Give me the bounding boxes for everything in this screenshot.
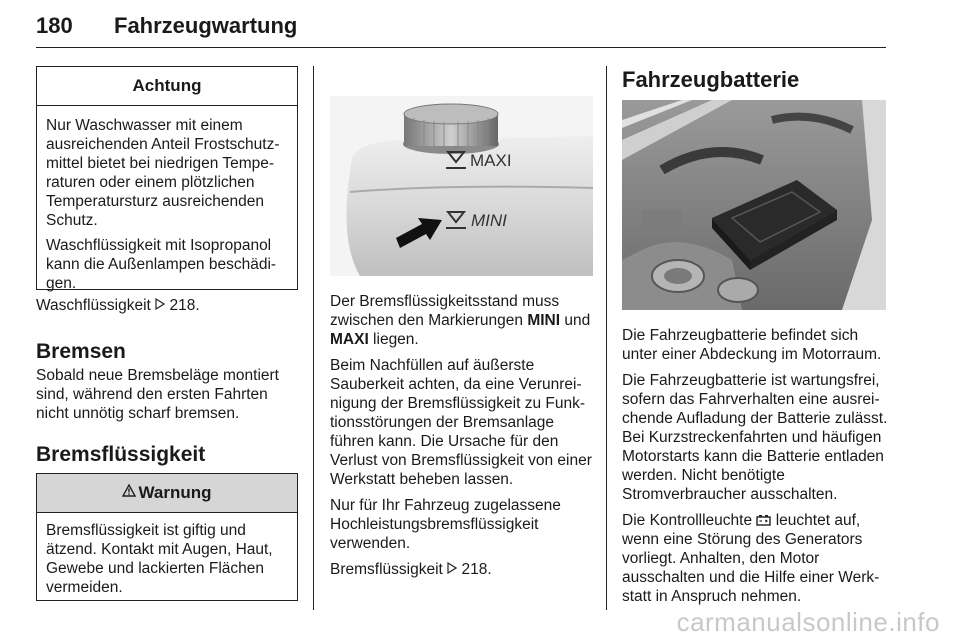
section-heading-bremsen: Bremsen — [36, 340, 126, 363]
mini-label: MINI — [471, 211, 507, 230]
washer-fluid-reference — [36, 296, 301, 315]
brake-fluid-reference: Bremsflüssigkeit 218. — [330, 561, 492, 578]
caution-text-1: Nur Waschwasser mit einem ausreichenden Anteil Frostschutzmittel bietet bei niedrigen Temperaturen oder einem plötzlichen Temperatursturz ausreichenden Schutz. — [46, 117, 280, 229]
header-rule — [36, 47, 886, 48]
warning-text: Bremsflüssigkeit ist giftig und ätzend. Kontakt mit Augen, Haut, Gewebe und lackierten Flächen vermeiden. — [46, 522, 273, 596]
section-heading-fahrzeugbatterie: Fahrzeugbatterie — [622, 67, 800, 92]
column-divider-1 — [313, 66, 314, 610]
battery-text — [622, 326, 888, 613]
brake-fluid-reservoir-figure — [330, 96, 593, 276]
maxi-label: MAXI — [470, 151, 512, 170]
caution-box — [36, 66, 298, 290]
page-title: Fahrzeugwartung — [114, 13, 298, 38]
brake-fluid-level-paragraph: Der Bremsflüssigkeitsstand muss zwischen den Markierungen MINI und MAXI liegen. — [330, 293, 591, 348]
warning-light-paragraph: Die Kontrollleuchte leuchtet auf, wenn eine Störung des Generators vorliegt. Anhalten, den Motor ausschalten und die Hilfe einer Werkstatt in Anspruch nehmen. — [622, 512, 880, 605]
watermark: carmanualsonline.info — [676, 607, 940, 637]
caution-text-2: Waschflüssigkeit mit Isopropanol kann die Außenlampen beschädigen. — [46, 237, 277, 292]
bremsen-text: Sobald neue Bremsbeläge montiert sind, während den ersten Fahrten nicht unnötig scharf bremsen. — [36, 367, 279, 422]
reference-text: Waschflüssigkeit — [36, 297, 151, 314]
approved-fluid-paragraph: Nur für Ihr Fahrzeug zugelassene Hochleistungsbremsflüssigkeit verwenden. — [330, 497, 561, 552]
caution-heading: Achtung — [37, 67, 297, 106]
battery-location-paragraph: Die Fahrzeugbatterie befindet sich unter einer Abdeckung im Motorraum. — [622, 327, 882, 363]
page-reference-arrow-icon — [155, 296, 165, 315]
brake-fluid-text — [330, 292, 594, 586]
warning-header — [37, 474, 297, 513]
page-reference-arrow-icon — [447, 560, 457, 579]
reference-page-link[interactable]: 218. — [461, 561, 492, 578]
warning-box — [36, 473, 298, 601]
battery-warning-light-icon — [756, 512, 771, 529]
refill-paragraph: Beim Nachfüllen auf äußerste Sauberkeit achten, da eine Verunreinigung der Bremsflüssigkeit zu Funktionsstörungen der Bremsanlage führen kann. Die Ursache für den Verlust von Bremsflüssigkeit von einer Werkstatt beheben lassen. — [330, 357, 592, 488]
section-heading-bremsfluessigkeit: Bremsflüssigkeit — [36, 443, 206, 466]
warning-heading: Warnung — [138, 483, 212, 502]
warning-icon — [122, 484, 136, 502]
reference-page-link[interactable]: 218. — [169, 297, 200, 314]
battery-engine-bay-figure — [622, 100, 886, 310]
page-number: 180 — [36, 13, 73, 38]
column-divider-2 — [606, 66, 607, 610]
battery-maintenance-paragraph: Die Fahrzeugbatterie ist wartungsfrei, sofern das Fahrverhalten eine ausreichende Aufladung der Batterie zulässt. Bei Kurzstreckenfahrten und häufigen Motorstarts kann die Batterie entladen werden. Nicht benötigte Stromverbraucher ausschalten. — [622, 372, 888, 503]
